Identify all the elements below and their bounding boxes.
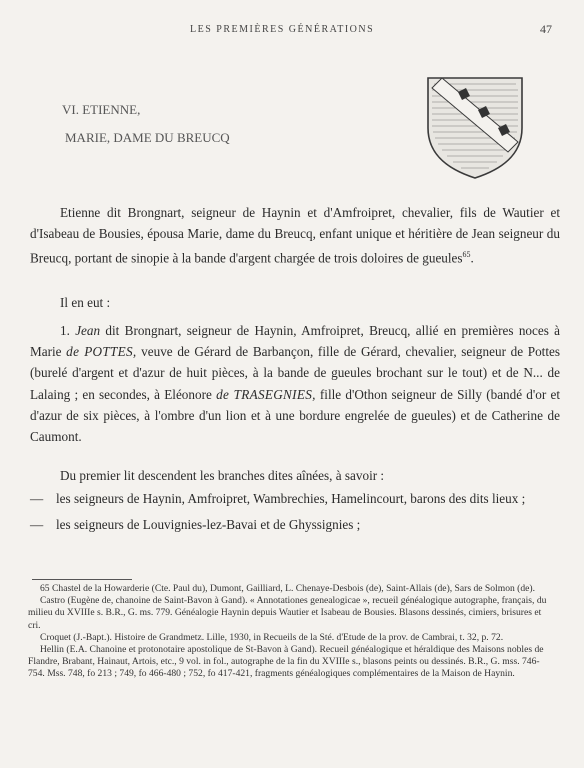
footnote-rule <box>32 579 132 580</box>
paragraph-jean-text-3: fille d'Othon seigneur de Silly (bandé d'or et d'azur de six pièces, à l'ombre d'un lion et à une bordure engrelée de gueules) et de Catherine de Caumont. <box>30 386 560 445</box>
footnote-ref: 65 <box>462 250 471 260</box>
paragraph-jean <box>30 320 560 447</box>
paragraph-il-en-eut: Il en eut : <box>60 295 111 310</box>
section-heading <box>62 96 230 152</box>
coat-of-arms-shield <box>420 70 530 180</box>
family-name-trasegnies: de TRASEGNIES, <box>216 386 316 402</box>
section-heading-line1: VI. ETIENNE, <box>62 102 141 117</box>
paragraph-jean-text-2: veuve de Gérard de Barbançon, fille de Gérard, chevalier, seigneur de Pottes (burelé d'argent et d'azur de huit pièces, à la bande de gueules brochant sur le tout) et de N... de Lalaing ; en secondes, à Eléonore <box>30 344 560 402</box>
footnote: Hellin (E.A. Chanoine et protonotaire apostolique de St-Bavon à Gand). Recueil généalogique et héraldique des Maisons nobles de Flandre, Brabant, Hainaut, Artois, etc., 9 vol. in fol., autographe de la fin du XVIIIe s., blasons peints ou dessinés. B.R., G. mss. 746-754. Mss. 748, fo 213 ; 749, fo 466-480 ; 752, fo 417-421, fragments généalogiques complémentaires de la Maison de Haynin. <box>28 644 544 680</box>
paragraph-jean-text-1: dit Brongnart, seigneur de Haynin, Amfroipret, Breucq, allié en premières noces à Marie <box>30 323 561 360</box>
list-item-text: les seigneurs de Louvignies-lez-Bavai et de Ghyssignies ; <box>56 517 361 532</box>
person-name-jean: Jean <box>75 323 101 338</box>
list-item <box>30 514 560 535</box>
footnote: 65 Chastel de la Howarderie (Cte. Paul du), Dumont, Gailliard, L. Chenaye-Desbois (de), Saint-Allais (de), Sars de Solmon (de). <box>40 583 536 594</box>
branch-list <box>30 488 560 540</box>
paragraph-jean-number: 1. <box>60 323 76 338</box>
running-head: LES PREMIÈRES GÉNÉRATIONS <box>190 24 375 35</box>
footnote: Castro (Eugène de, chanoine de Saint-Bavon à Gand). « Annotationes genealogicae », recueil généalogique autographe, français, du milieu du XVIIIe s. B.R., G. ms. 779. Généalogie Haynin depuis Wautier et Isabeau de Bousies. Blasons dessinés, cimiers, brisures et cri. <box>28 595 547 631</box>
page-number: 47 <box>540 22 552 36</box>
section-heading-line2: MARIE, DAME DU BREUCQ <box>65 130 230 145</box>
footnote: Croquet (J.-Bapt.). Histoire de Grandmetz. Lille, 1930, in Recueils de la Sté. d'Etude de la prov. de Cambrai, t. 32, p. 72. <box>40 631 504 643</box>
paragraph-etienne: Etienne dit Brongnart, seigneur de Haynin et d'Amfroipret, chevalier, fils de Wautier et d'Isabeau de Bousies, épousa Marie, dame du Breucq, enfant unique et héritière de Jean seigneur du Breucq, portant de sinopie à la bande d'argent chargée de trois doloires de gueules$^{65}$. <box>30 205 560 266</box>
paragraph-etienne-text: Etienne dit Brongnart, seigneur de Haynin et d'Amfroipret, chevalier, fils de Wautier et d'Isabeau de Bousies, épousa Marie, dame du Breucq, enfant unique et héritière de Jean seigneur du Breucq, portant de sinopie à la bande d'argent chargée de trois doloires de gueules <box>30 205 560 266</box>
dash-marker: — <box>30 517 44 532</box>
dash-marker: — <box>30 491 44 506</box>
list-item <box>30 488 560 509</box>
paragraph-premier-lit: Du premier lit descendent les branches dites aînées, à savoir : <box>60 468 385 483</box>
list-item-text: les seigneurs de Haynin, Amfroipret, Wambrechies, Hamelincourt, barons des dits lieux ; <box>56 491 526 506</box>
footnotes <box>28 583 548 681</box>
family-name-pottes: de POTTES, <box>66 344 137 360</box>
